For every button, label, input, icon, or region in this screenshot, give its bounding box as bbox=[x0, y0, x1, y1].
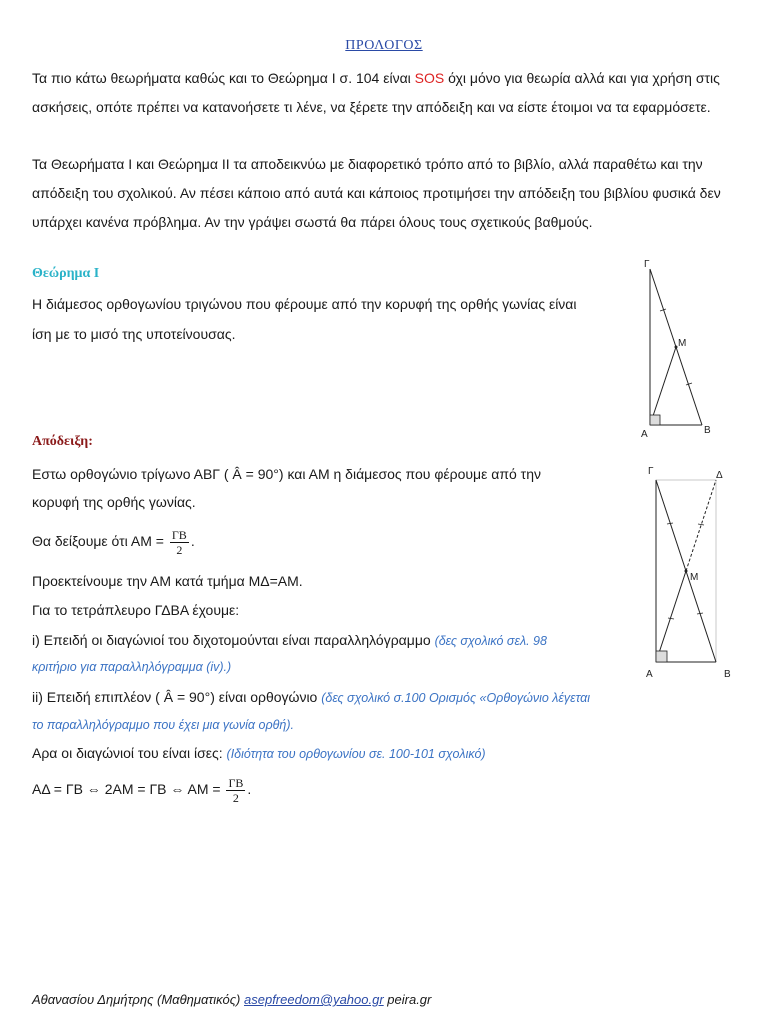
show-statement bbox=[32, 528, 195, 557]
intro-paragraph-2: Τα Θεωρήματα Ι και Θεώρημα ΙΙ τα αποδεικνύω με διαφορετικό τρόπο από το βιβλίο, αλλά παραθέτω και την απόδειξη του σχολικού. Αν πέσει κάποιο από αυτά και κάποιος προτιμήσει την απόδειξη του βιβλίου φυσικά δεν υπάρχει κανένα πρόβλημα. Αν την γράψει σωστά θα πάρει όλους τους σχετικούς βαθμούς. bbox=[32, 156, 721, 230]
theorem-line-2: ίση με το μισό της υποτείνουσας. bbox=[32, 326, 236, 342]
label-b: Β bbox=[704, 425, 711, 436]
intro-text-cont: όχι μόνο για θεωρία αλλά και για χρήση στις ασκήσεις, οπότε πρέπει να κατανοήσετε τι λένε, να ξέρετε την απόδειξη και να είστε έτοιμοι να τα εφαρμόσετε. bbox=[32, 70, 720, 115]
step-ii bbox=[32, 689, 590, 705]
step-i-text: i) Επειδή οι διαγώνιοί του διχοτομούνται είναι παραλληλόγραμμο bbox=[32, 632, 435, 648]
footer-author: Αθανασίου Δημήτρης (Μαθηματικός) bbox=[32, 992, 244, 1007]
diagonals-text: Αρα οι διαγώνιοί του είναι ίσες: bbox=[32, 745, 227, 761]
tick-mark-3 bbox=[668, 618, 674, 619]
median-am bbox=[650, 347, 676, 425]
fraction bbox=[170, 528, 189, 557]
final-prefix: ΑΔ = ΓΒ ⇔ 2ΑΜ = ΓΒ ⇔ ΑΜ = bbox=[32, 781, 225, 798]
tick-mark-2 bbox=[697, 613, 703, 614]
intro-paragraph-1 bbox=[32, 64, 744, 122]
label-d: Δ bbox=[716, 470, 723, 481]
proof-heading: Απόδειξη: bbox=[32, 434, 93, 449]
label-a: Α bbox=[641, 429, 648, 440]
step-i-reference: (δες σχολικό σελ. 98 bbox=[434, 634, 547, 648]
segment-md-dashed bbox=[686, 480, 716, 571]
final-fraction bbox=[226, 776, 245, 805]
final-numerator: ΓΒ bbox=[228, 776, 244, 790]
proof-line-2: κορυφή της ορθής γωνίας. bbox=[32, 494, 196, 510]
label-g: Γ bbox=[648, 466, 654, 477]
step-ii-reference-cont: το παραλληλόγραμμο που έχει μια γωνία ορθή). bbox=[32, 718, 295, 732]
label-m: Μ bbox=[678, 338, 687, 349]
fraction-numerator: ΓΒ bbox=[171, 528, 187, 542]
theorem-heading: Θεώρημα Ι bbox=[32, 266, 100, 281]
point-m bbox=[685, 570, 688, 573]
quad-line: Για το τετράπλευρο ΓΔΒΑ έχουμε: bbox=[32, 602, 240, 618]
diagonals-line bbox=[32, 745, 486, 761]
segment-am bbox=[656, 571, 686, 662]
step-i-reference-cont: κριτήριο για παραλληλόγραμμα (iv).) bbox=[32, 660, 232, 674]
show-prefix: Θα δείξουμε ότι ΑΜ = bbox=[32, 533, 168, 550]
intro-text: Τα πιο κάτω θεωρήματα καθώς και το Θεώρημα Ι σ. 104 είναι bbox=[32, 70, 415, 86]
right-angle-mark bbox=[650, 415, 660, 425]
proof-line-1: Εστω ορθογώνιο τρίγωνο ΑΒΓ ( Â = 90°) και ΑΜ η διάμεσος που φέρουμε από την bbox=[32, 466, 541, 482]
label-g: Γ bbox=[644, 259, 650, 270]
right-angle-mark bbox=[656, 651, 667, 662]
tick-mark-4 bbox=[698, 524, 704, 525]
step-ii-reference: (δες σχολικό σ.100 Ορισμός «Ορθογώνιο λέγεται bbox=[321, 691, 591, 705]
fraction-denominator: 2 bbox=[176, 543, 183, 557]
step-ii-text: ii) Επειδή επιπλέον ( Â = 90°) είναι ορθογώνιο bbox=[32, 689, 322, 705]
show-suffix: . bbox=[190, 533, 195, 550]
final-suffix: . bbox=[247, 781, 252, 798]
page-title: ΠΡΟΛΟΓΟΣ bbox=[345, 38, 423, 53]
footer-site: peira.gr bbox=[383, 992, 432, 1007]
label-b: Β bbox=[724, 669, 731, 680]
step-i bbox=[32, 632, 547, 648]
triangle-figure-1 bbox=[630, 255, 730, 445]
label-m: Μ bbox=[690, 572, 699, 583]
footer bbox=[32, 992, 431, 1007]
tick-mark-1 bbox=[667, 523, 673, 524]
diagonals-reference: (Ιδιότητα του ορθογωνίου σε. 100-101 σχολικό) bbox=[226, 747, 486, 761]
label-a: Α bbox=[646, 669, 653, 680]
extend-line: Προεκτείνουμε την ΑΜ κατά τμήμα ΜΔ=ΑΜ. bbox=[32, 573, 303, 589]
sos-highlight: SOS bbox=[414, 70, 445, 86]
final-denominator: 2 bbox=[232, 791, 239, 805]
footer-email-link[interactable]: asepfreedom@yahoo.gr bbox=[244, 992, 384, 1007]
theorem-line-1: Η διάμεσος ορθογωνίου τριγώνου που φέρουμε από την κορυφή της ορθής γωνίας είναι bbox=[32, 296, 577, 312]
rectangle-figure-2 bbox=[638, 462, 738, 688]
final-equation bbox=[32, 776, 251, 805]
